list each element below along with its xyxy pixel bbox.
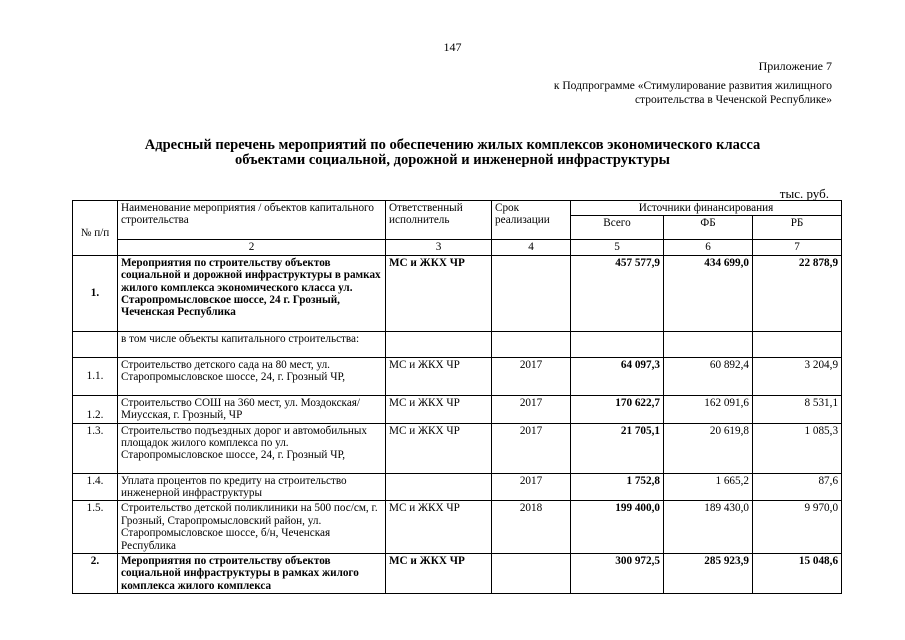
row-fb: 60 892,4: [664, 357, 753, 395]
header-fb: ФБ: [664, 216, 753, 240]
column-number-2: 2: [118, 240, 386, 255]
row-fb: [664, 331, 753, 357]
document-title: [0, 138, 905, 168]
table-header-row: [73, 201, 842, 216]
column-number-7: 7: [753, 240, 842, 255]
row-num: 1.1.: [73, 357, 118, 395]
row-total: 170 622,7: [571, 395, 664, 423]
header-term: Срок реализации: [492, 201, 571, 240]
financing-table: [72, 200, 842, 594]
subprogram-reference: [554, 79, 832, 107]
row-executor: МС и ЖКХ ЧР: [386, 395, 492, 423]
column-number-4: 4: [492, 240, 571, 255]
row-name: Мероприятия по строительству объектов социальной и дорожной инфраструктуры в рамках жилого комплекса экономического класса ул. Старопромысловское шоссе, 24 г. Грозный, Чеченская Республика: [118, 255, 386, 331]
title-line-1: Адресный перечень мероприятий по обеспечению жилых комплексов экономического класса: [144, 137, 761, 153]
row-name: Строительство детского сада на 80 мест, ул. Старопромысловское шоссе, 24, г. Грозный ЧР,: [118, 357, 386, 395]
row-rb: 1 085,3: [753, 423, 842, 473]
row-fb: 285 923,9: [664, 554, 753, 594]
row-rb: 3 204,9: [753, 357, 842, 395]
units-label: тыс. руб.: [779, 186, 829, 201]
header-name: Наименование мероприятия / объектов капитального строительства: [118, 201, 386, 240]
title-line-2: объектами социальной, дорожной и инженерной инфраструктуры: [235, 152, 670, 168]
row-year: 2017: [492, 395, 571, 423]
row-rb: [753, 331, 842, 357]
appendix-label: Приложение 7: [758, 59, 832, 73]
row-fb: 434 699,0: [664, 255, 753, 331]
subprogram-line-2: строительства в Чеченской Республике»: [634, 94, 832, 106]
column-number-6: 6: [664, 240, 753, 255]
row-year: [492, 255, 571, 331]
row-total: 64 097,3: [571, 357, 664, 395]
row-rb: 22 878,9: [753, 255, 842, 331]
row-year: 2018: [492, 501, 571, 554]
row-executor: МС и ЖКХ ЧР: [386, 255, 492, 331]
row-total: 300 972,5: [571, 554, 664, 594]
row-year: 2017: [492, 473, 571, 501]
row-executor: МС и ЖКХ ЧР: [386, 357, 492, 395]
row-fb: 162 091,6: [664, 395, 753, 423]
row-name: Мероприятия по строительству объектов социальной инфраструктуры в рамках жилого комплекса жилого комплекса: [118, 554, 386, 594]
header-num: № п/п: [73, 201, 118, 240]
table-row: [73, 501, 842, 554]
table-row: [73, 423, 842, 473]
row-rb: 8 531,1: [753, 395, 842, 423]
row-name: Строительство СОШ на 360 мест, ул. Моздокская/ Миусская, г. Грозный, ЧР: [118, 395, 386, 423]
row-name: Уплата процентов по кредиту на строительство инженерной инфраструктуры: [118, 473, 386, 501]
row-total: 21 705,1: [571, 423, 664, 473]
row-name: Строительство детской поликлиники на 500 пос/см, г. Грозный, Старопромысловский район, ул. Старопромысловское шоссе, б/н, Чеченская Республика: [118, 501, 386, 554]
row-total: [571, 331, 664, 357]
table-row: [73, 255, 842, 331]
row-total: 457 577,9: [571, 255, 664, 331]
table-row: [73, 331, 842, 357]
table-row: [73, 554, 842, 594]
row-year: 2017: [492, 357, 571, 395]
row-executor: [386, 331, 492, 357]
row-fb: 20 619,8: [664, 423, 753, 473]
row-total: 199 400,0: [571, 501, 664, 554]
row-rb: 87,6: [753, 473, 842, 501]
row-year: [492, 554, 571, 594]
subprogram-line-1: к Подпрограмме «Стимулирование развития жилищного: [553, 80, 832, 92]
column-number-5: 5: [571, 240, 664, 255]
header-sources: Источники финансирования: [571, 201, 842, 216]
row-num: 1.2.: [73, 395, 118, 423]
column-number-1: [73, 240, 118, 255]
row-name: Строительство подъездных дорог и автомобильных площадок жилого комплекса по ул. Старопромысловское шоссе, 24, г. Грозный ЧР,: [118, 423, 386, 473]
row-num: 1.4.: [73, 473, 118, 501]
page-number: 147: [443, 40, 462, 54]
table-row: [73, 395, 842, 423]
header-total: Всего: [571, 216, 664, 240]
row-fb: 1 665,2: [664, 473, 753, 501]
row-total: 1 752,8: [571, 473, 664, 501]
row-rb: 15 048,6: [753, 554, 842, 594]
row-executor: МС и ЖКХ ЧР: [386, 501, 492, 554]
row-fb: 189 430,0: [664, 501, 753, 554]
header-executor: Ответственный исполнитель: [386, 201, 492, 240]
row-num: 1.3.: [73, 423, 118, 473]
column-number-3: 3: [386, 240, 492, 255]
table-row: [73, 473, 842, 501]
row-executor: МС и ЖКХ ЧР: [386, 423, 492, 473]
row-year: 2017: [492, 423, 571, 473]
row-num: [73, 331, 118, 357]
row-num: 1.: [73, 255, 118, 331]
row-name: в том числе объекты капитального строительства:: [118, 331, 386, 357]
row-executor: МС и ЖКХ ЧР: [386, 554, 492, 594]
column-number-row: [73, 240, 842, 255]
row-executor: [386, 473, 492, 501]
row-rb: 9 970,0: [753, 501, 842, 554]
row-num: 1.5.: [73, 501, 118, 554]
header-rb: РБ: [753, 216, 842, 240]
row-year: [492, 331, 571, 357]
row-num: 2.: [73, 554, 118, 594]
table-row: [73, 357, 842, 395]
